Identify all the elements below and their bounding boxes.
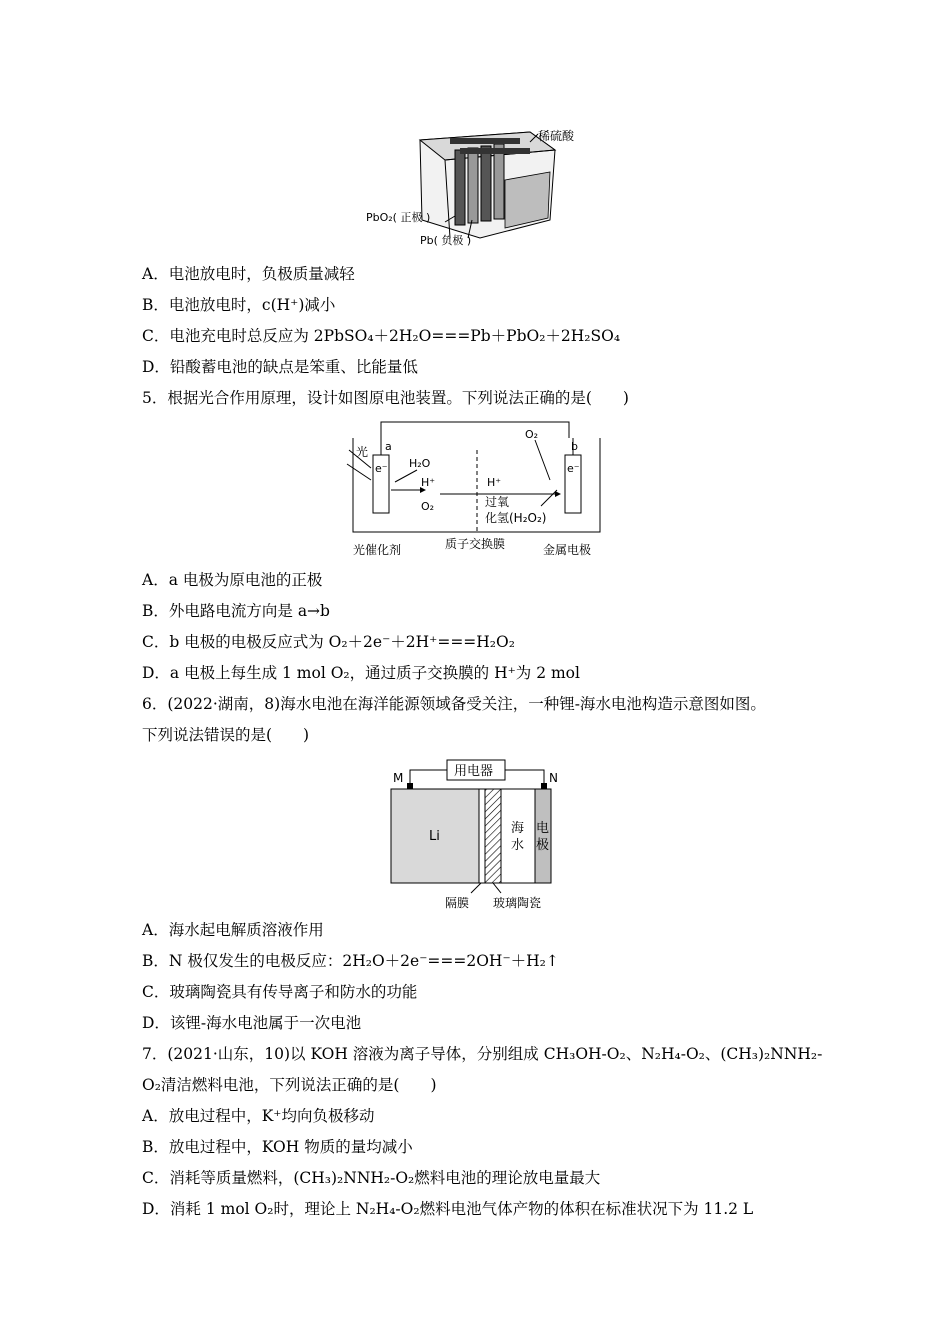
label-m: M bbox=[393, 771, 404, 785]
label-h2o2-line2: 化氢(H₂O₂) bbox=[485, 511, 547, 525]
label-hplus-left: H⁺ bbox=[421, 476, 436, 489]
q6-stem-line1: 6．(2022·湖南，8)海水电池在海洋能源领域备受关注，一种锂-海水电池构造示意图如图。 bbox=[142, 695, 766, 713]
label-seawater-2: 水 bbox=[511, 838, 525, 853]
label-n: N bbox=[549, 771, 558, 785]
label-electrode-1: 电 bbox=[536, 821, 550, 836]
li-seawater-figure bbox=[385, 756, 565, 912]
q7-option-d: D．消耗 1 mol O₂时，理论上 N₂H₄-O₂燃料电池气体产物的体积在标准状况下为 11.2 L bbox=[142, 1200, 754, 1218]
q5-option-c: C．b 电极的电极反应式为 O₂＋2e⁻＋2H⁺===H₂O₂ bbox=[142, 633, 515, 651]
label-pb: Pb( 负极 ) bbox=[420, 234, 472, 247]
label-device: 用电器 bbox=[454, 764, 494, 779]
caption-membrane: 质子交换膜 bbox=[445, 537, 506, 551]
caption-catalyst: 光催化剂 bbox=[353, 543, 402, 557]
caption-separator: 隔膜 bbox=[445, 896, 470, 910]
label-light: 光 bbox=[356, 445, 369, 459]
q4-option-c: C．电池充电时总反应为 2PbSO₄＋2H₂O===Pb＋PbO₂＋2H₂SO₄ bbox=[142, 327, 621, 345]
caption-ceramic: 玻璃陶瓷 bbox=[493, 896, 542, 910]
q6-option-a: A．海水起电解质溶液作用 bbox=[142, 921, 324, 939]
label-seawater-1: 海 bbox=[511, 821, 525, 836]
label-h2o: H₂O bbox=[409, 457, 431, 470]
q6-option-b: B．N 极仅发生的电极反应：2H₂O＋2e⁻===2OH⁻＋H₂↑ bbox=[142, 952, 559, 970]
q4-option-b: B．电池放电时，c(H⁺)减小 bbox=[142, 296, 336, 314]
q6-option-c: C．玻璃陶瓷具有传导离子和防水的功能 bbox=[142, 983, 418, 1001]
battery-diagram bbox=[360, 120, 600, 255]
caption-electrode: 金属电极 bbox=[543, 543, 592, 557]
q4-option-d: D．铅酸蓄电池的缺点是笨重、比能量低 bbox=[142, 358, 418, 376]
q7-option-a: A．放电过程中，K⁺均向负极移动 bbox=[142, 1107, 375, 1125]
q5-option-b: B．外电路电流方向是 a→b bbox=[142, 602, 330, 620]
label-acid: 稀硫酸 bbox=[538, 129, 575, 143]
li-seawater-diagram bbox=[385, 756, 565, 912]
label-o2-right: O₂ bbox=[525, 428, 539, 441]
q5-stem: 5．根据光合作用原理，设计如图原电池装置。下列说法正确的是( ) bbox=[142, 389, 629, 407]
label-li: Li bbox=[429, 829, 440, 844]
photo-cell-figure bbox=[345, 420, 610, 560]
q7-stem-line2: O₂清洁燃料电池，下列说法正确的是( ) bbox=[142, 1076, 437, 1094]
photo-cell-diagram bbox=[345, 420, 610, 560]
label-b: b bbox=[571, 440, 578, 453]
label-e-left: e⁻ bbox=[375, 462, 388, 475]
q5-option-a: A．a 电极为原电池的正极 bbox=[142, 571, 323, 589]
label-o2-left: O₂ bbox=[421, 500, 435, 513]
q7-stem-line1: 7．(2021·山东，10)以 KOH 溶液为离子导体，分别组成 CH₃OH-O₂、N₂H₄-O₂、(CH₃)₂NNH₂- bbox=[142, 1045, 823, 1063]
q4-option-a: A．电池放电时，负极质量减轻 bbox=[142, 265, 355, 283]
q7-option-b: B．放电过程中，KOH 物质的量均减小 bbox=[142, 1138, 413, 1156]
q7-option-c: C．消耗等质量燃料，(CH₃)₂NNH₂-O₂燃料电池的理论放电量最大 bbox=[142, 1169, 601, 1187]
label-electrode-2: 极 bbox=[536, 838, 550, 853]
label-h2o2-line1: 过氧 bbox=[485, 495, 510, 509]
q5-option-d: D．a 电极上每生成 1 mol O₂，通过质子交换膜的 H⁺为 2 mol bbox=[142, 664, 580, 682]
label-a: a bbox=[385, 440, 392, 453]
label-e-right: e⁻ bbox=[567, 462, 580, 475]
label-pbo2: PbO₂( 正极 ) bbox=[366, 211, 431, 224]
label-hplus-mid: H⁺ bbox=[487, 476, 502, 489]
q6-option-d: D．该锂-海水电池属于一次电池 bbox=[142, 1014, 362, 1032]
battery-figure bbox=[360, 120, 600, 255]
q6-stem-line2: 下列说法错误的是( ) bbox=[142, 726, 310, 744]
